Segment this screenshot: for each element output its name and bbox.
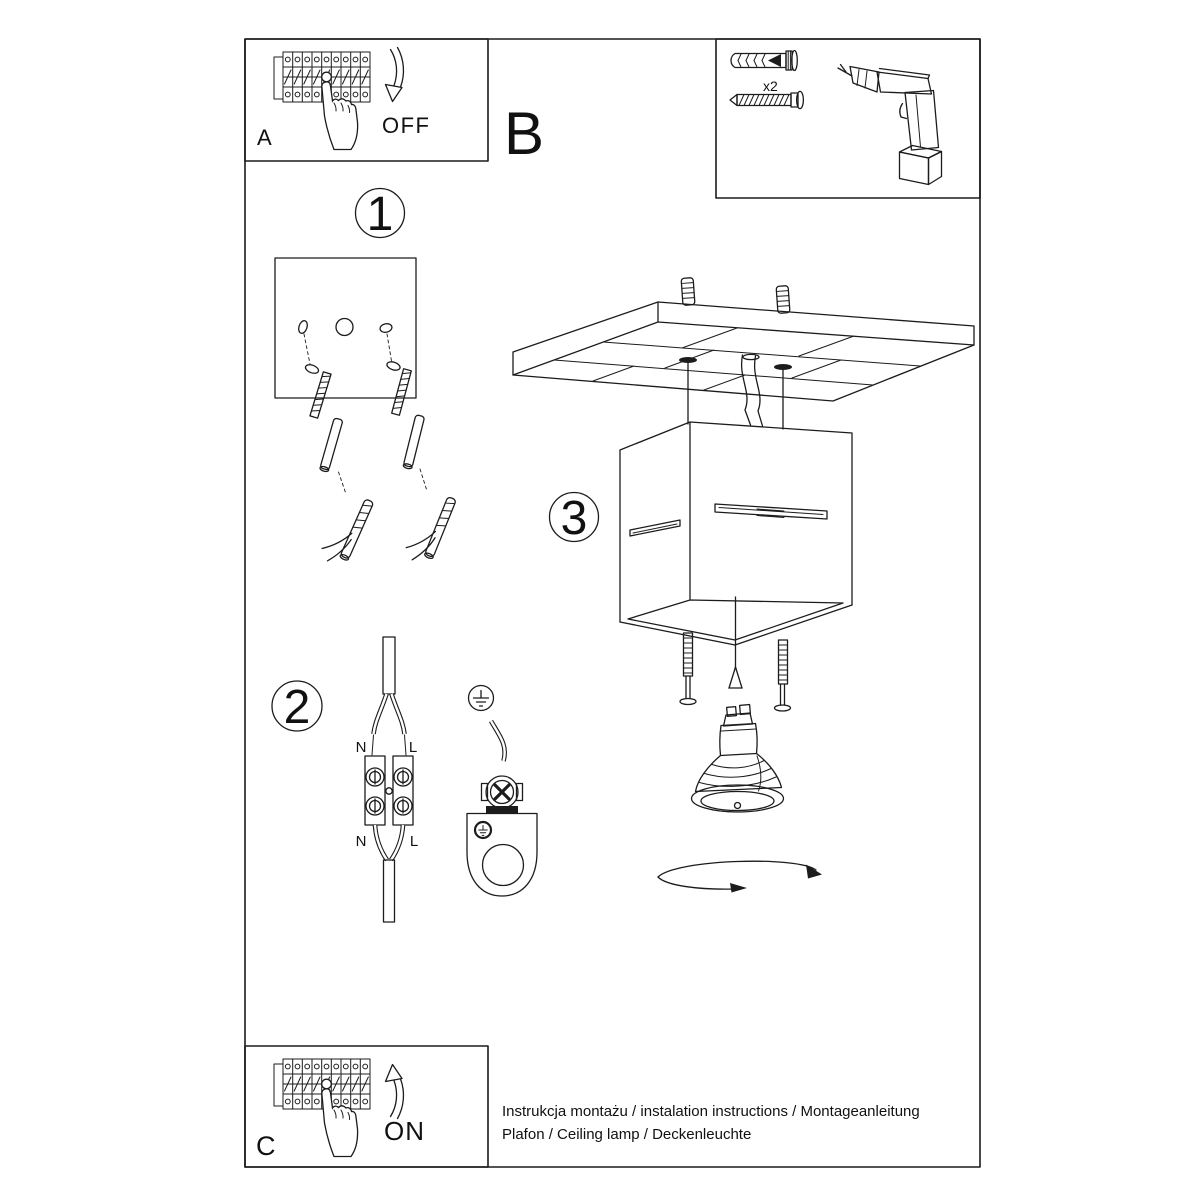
off-arrow-icon: [386, 48, 404, 102]
expansion-anchor-icon: [318, 491, 373, 568]
supply-cable: [372, 637, 406, 755]
on-arrow-icon: [386, 1065, 404, 1119]
rotation-arrow-icon: [658, 861, 822, 892]
lamp-holder-bracket: [467, 814, 537, 897]
ceiling-cable: [742, 355, 763, 426]
step-1-number: 1: [366, 188, 394, 241]
step-3-section: [513, 278, 974, 893]
right-screw-assembly: [386, 334, 456, 567]
step-3-number: 3: [560, 492, 588, 545]
mounting-plate: [275, 258, 416, 398]
footer-line-1: Instrukcja montażu / instalation instructions / Montageanleitung: [502, 1103, 920, 1120]
parts-box: [730, 51, 942, 185]
section-b-label: B: [504, 100, 545, 167]
power-on-panel: [256, 1059, 425, 1161]
spacer-sleeve: [403, 415, 425, 470]
pointing-hand-icon: [322, 1089, 358, 1157]
terminal-label-n-top: N: [355, 739, 367, 756]
quantity-label: x2: [763, 78, 778, 94]
expansion-anchor-icon: [403, 489, 456, 566]
wall-plug-in-ceiling: [681, 278, 695, 306]
off-label: OFF: [382, 113, 431, 138]
bulb-insert-arrow: [729, 597, 742, 688]
power-off-panel: [257, 48, 431, 151]
wall-plug-icon: [731, 51, 797, 71]
ground-terminal-screw: [482, 776, 523, 813]
drill-icon: [838, 65, 942, 185]
sheet-frame: [245, 39, 980, 1167]
lamp-cable: [375, 825, 403, 922]
footer-text: [502, 1103, 920, 1143]
wall-plug-in-ceiling: [776, 286, 790, 314]
panel-c-label: C: [256, 1131, 276, 1161]
panel-a-label: A: [257, 125, 272, 150]
screw-icon: [730, 91, 803, 108]
ground-symbol-icon: [469, 686, 494, 711]
gu10-bulb-icon: [692, 705, 784, 812]
ceiling-panel: [513, 302, 974, 401]
terminal-label-l-bottom: L: [409, 833, 419, 850]
mounting-screw-right: [775, 640, 791, 711]
spacer-sleeve: [319, 418, 343, 473]
terminal-block: [365, 756, 413, 825]
on-label: ON: [384, 1116, 425, 1146]
left-screw-assembly: [304, 334, 374, 568]
step-2-section: [272, 637, 537, 922]
step-2-number: 2: [283, 681, 311, 734]
footer-line-2: Plafon / Ceiling lamp / Deckenleuchte: [502, 1126, 752, 1143]
pointing-hand-icon: [322, 82, 358, 150]
terminal-label-l-top: L: [408, 739, 418, 756]
terminal-label-n-bottom: N: [355, 833, 367, 850]
mounting-screw-left: [680, 633, 696, 705]
ground-connection: [467, 686, 537, 897]
step-1-section: [275, 188, 456, 568]
